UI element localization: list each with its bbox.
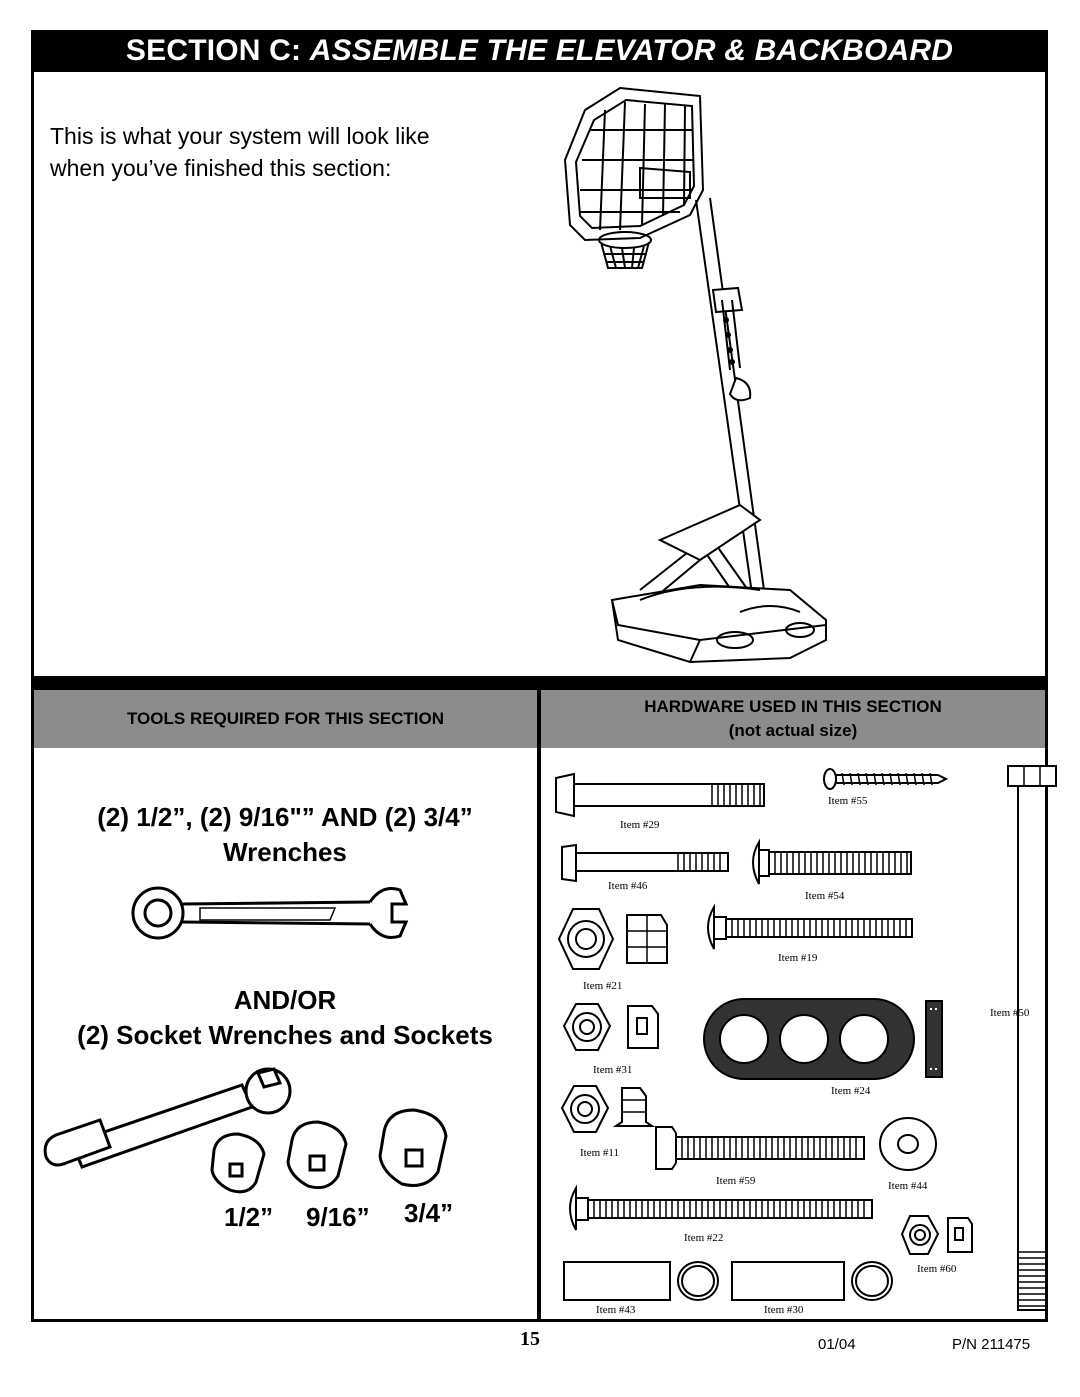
item-31-label: Item #31 (593, 1064, 633, 1076)
item-60-label: Item #60 (917, 1263, 957, 1275)
section-divider (31, 676, 1048, 690)
long-hex-bolt-icon (1004, 762, 1064, 1322)
threaded-hex-bolt-icon (652, 1123, 872, 1173)
socket-size-half: 1/2” (224, 1202, 274, 1232)
hardware-heading (541, 690, 1045, 748)
item-19-label: Item #19 (778, 952, 818, 964)
small-hex-bolt-icon (558, 843, 738, 883)
tools-heading: TOOLS REQUIRED FOR THIS SECTION (34, 690, 537, 748)
hardware-heading-note: (not actual size) (728, 721, 858, 740)
item-50-label: Item #50 (990, 1007, 1030, 1019)
combination-wrench-icon (130, 880, 430, 950)
socket-half-inch-icon (208, 1130, 278, 1200)
hex-bolt-icon (552, 770, 782, 820)
spacer-plate-icon (700, 995, 960, 1085)
page-number: 15 (520, 1328, 540, 1350)
intro-line-1: This is what your system will look like (50, 123, 430, 149)
item-30-label: Item #30 (764, 1304, 804, 1316)
wrench-sizes-text: (2) 1/2”, (2) 9/16"” AND (2) 3/4” (97, 802, 473, 832)
item-24-label: Item #24 (831, 1085, 871, 1097)
hex-nut-icon (555, 905, 675, 975)
intro-line-2: when you’ve finished this section: (50, 155, 392, 181)
item-22-label: Item #22 (684, 1232, 724, 1244)
washer-icon (876, 1116, 946, 1176)
socket-wrenches-text: (2) Socket Wrenches and Sockets (77, 1020, 493, 1050)
sleeve-icon (562, 1258, 732, 1308)
hardware-heading-title: HARDWARE USED IN THIS SECTION (644, 697, 942, 716)
item-54-label: Item #54 (805, 890, 845, 902)
section-title: ASSEMBLE THE ELEVATOR & BACKBOARD (309, 34, 954, 67)
long-sleeve-icon (730, 1258, 900, 1308)
item-59-label: Item #59 (716, 1175, 756, 1187)
socket-three-quarter-icon (378, 1106, 458, 1196)
socket-size-three-quarter: 3/4” (404, 1198, 454, 1228)
carriage-bolt-icon (745, 838, 915, 888)
long-carriage-bolt-icon (700, 903, 920, 953)
item-46-label: Item #46 (608, 880, 648, 892)
wrench-requirement (50, 800, 520, 870)
section-label: SECTION C: (125, 34, 310, 67)
socket-requirement (50, 983, 520, 1053)
screw-icon (822, 767, 952, 793)
footer-date: 01/04 (818, 1336, 856, 1353)
andor-text: AND/OR (233, 985, 337, 1015)
wrenches-text: Wrenches (223, 837, 347, 867)
flange-nut-icon (560, 1082, 660, 1142)
item-29-label: Item #29 (620, 819, 660, 831)
socket-nine-sixteenths-icon (286, 1118, 356, 1198)
long-threaded-carriage-bolt-icon (562, 1184, 882, 1234)
item-55-label: Item #55 (828, 795, 868, 807)
socket-size-nine-sixteenths: 9/16” (306, 1202, 370, 1232)
item-43-label: Item #43 (596, 1304, 636, 1316)
part-number: P/N 211475 (952, 1336, 1031, 1353)
item-11-label: Item #11 (580, 1147, 619, 1159)
item-44-label: Item #44 (888, 1180, 928, 1192)
column-divider (537, 690, 541, 1322)
lock-nut-icon (562, 1000, 662, 1060)
small-nut-icon (900, 1212, 980, 1262)
item-21-label: Item #21 (583, 980, 623, 992)
